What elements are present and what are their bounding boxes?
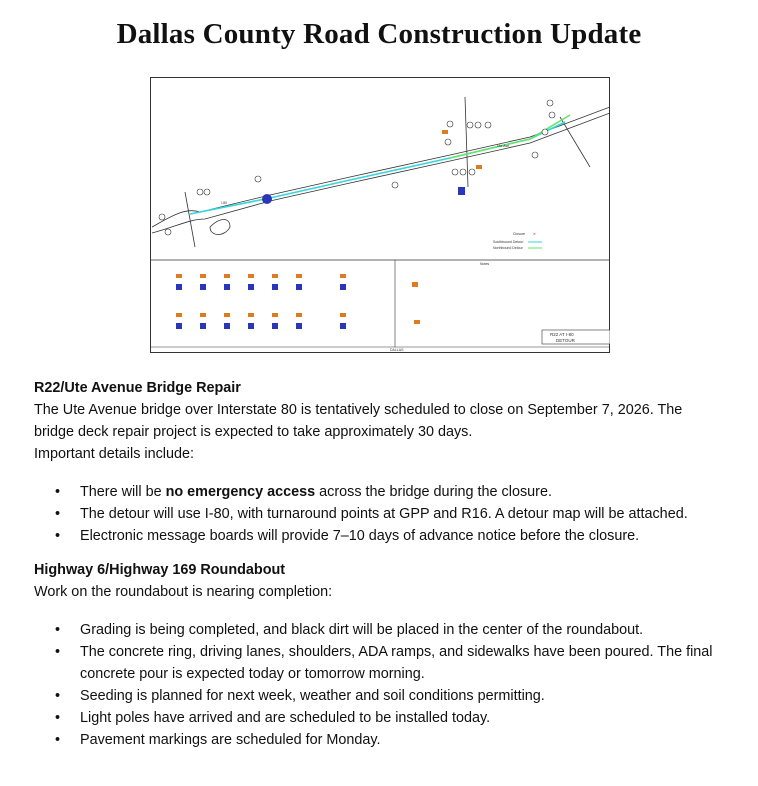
sheet-title-line1: R22 AT I-80	[550, 332, 574, 337]
list-item: • Grading is being completed, and black dirt will be placed in the center of the roundabout.	[34, 619, 724, 641]
bullet-icon: •	[55, 688, 61, 704]
list-item: • Light poles have arrived and are scheduled to be installed today.	[34, 707, 724, 729]
svg-text:Notes: Notes	[480, 262, 490, 266]
bullet-icon: •	[55, 710, 61, 726]
svg-text:✕: ✕	[533, 232, 536, 236]
section-heading-bridge: R22/Ute Avenue Bridge Repair	[34, 380, 241, 396]
map-road-label-1: I-80	[221, 201, 228, 205]
bridge-details-intro: Important details include:	[34, 446, 194, 462]
county-label: DALLAS	[390, 348, 404, 352]
svg-text:Southbound Detour: Southbound Detour	[493, 240, 524, 244]
map-road-label-2: Ute Ave	[497, 144, 510, 148]
list-item: • Pavement markings are scheduled for Monday.	[34, 729, 724, 751]
svg-text:Closure: Closure	[513, 232, 526, 236]
page-title: Dallas County Road Construction Update	[116, 18, 642, 50]
svg-text:Northbound Detour: Northbound Detour	[493, 246, 523, 250]
bullet-icon: •	[55, 506, 61, 522]
bridge-paragraph: The Ute Avenue bridge over Interstate 80 is tentatively scheduled to close on September 7, 2026. The bridge deck repair project is expected to take approximately 30 days.	[34, 402, 683, 440]
roundabout-bullet-list	[34, 619, 724, 751]
bullet-icon: •	[55, 484, 61, 500]
document-body	[34, 377, 724, 751]
bullet-icon: •	[55, 644, 61, 660]
list-item: • Electronic message boards will provide 7–10 days of advance notice before the closure.	[34, 525, 724, 547]
list-item: • The detour will use I-80, with turnaround points at GPP and R16. A detour map will be attached.	[34, 503, 724, 525]
interstate-shield-icon	[262, 194, 272, 204]
sheet-title-line2: DETOUR	[556, 338, 575, 343]
bullet-icon: •	[55, 622, 61, 638]
list-item: • There will be no emergency access across the bridge during the closure.	[34, 481, 724, 503]
section-heading-roundabout: Highway 6/Highway 169 Roundabout	[34, 562, 286, 578]
bridge-bullet-list	[34, 481, 724, 547]
bullet-icon: •	[55, 732, 61, 748]
list-item: • Seeding is planned for next week, weather and soil conditions permitting.	[34, 685, 724, 707]
detour-map	[150, 77, 610, 353]
roundabout-paragraph: Work on the roundabout is nearing completion:	[34, 584, 333, 600]
bullet-icon: •	[55, 528, 61, 544]
list-item: • The concrete ring, driving lanes, shoulders, ADA ramps, and sidewalks have been poured. The final concrete pour is expected today or tomorrow morning.	[34, 641, 724, 685]
